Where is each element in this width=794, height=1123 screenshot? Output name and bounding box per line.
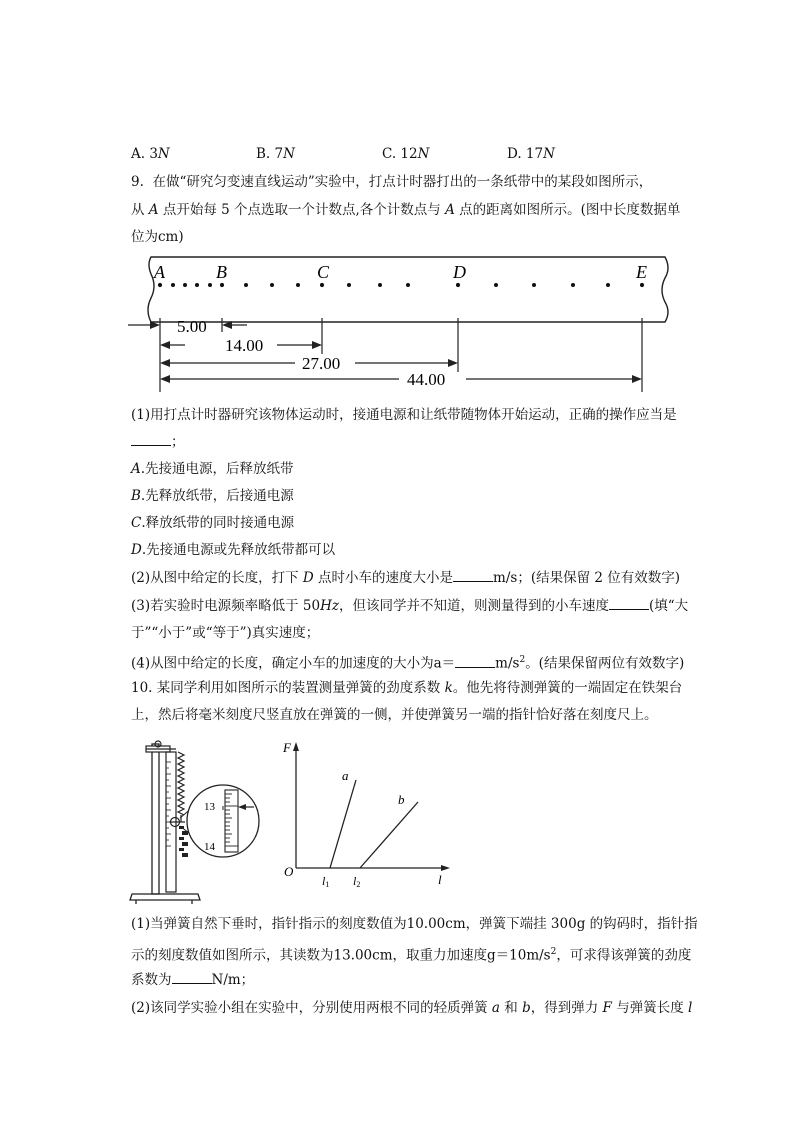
- tape-dot: [296, 283, 300, 287]
- q9-sub3-cont: 于”“小于”或“等于”)真实速度；: [131, 625, 320, 641]
- label-a: a: [342, 768, 349, 783]
- scale-label-13: 13: [204, 801, 215, 813]
- axis-label-l: l: [438, 872, 442, 887]
- tape-dot: [347, 283, 351, 287]
- distance-44: 44.00: [407, 370, 446, 389]
- tape-dot: [406, 283, 410, 287]
- tape-dot: [532, 283, 536, 287]
- answer-blank[interactable]: [131, 433, 171, 446]
- line-b: [360, 802, 418, 868]
- q9-intro-1: 9. 在做“研究匀变速直线运动”实验中，打点计时器打出的一条纸带中的某段如图所示，: [131, 174, 653, 190]
- answer-blank[interactable]: [453, 569, 493, 582]
- tape-dot: [571, 283, 575, 287]
- choice-a: A.先接通电源，后释放纸带: [131, 461, 294, 477]
- choice-c: C.释放纸带的同时接通电源: [131, 515, 295, 531]
- distance-14: 14.00: [225, 336, 264, 355]
- choice-b: B.先释放纸带，后接通电源: [131, 488, 294, 504]
- origin-label: O: [284, 864, 294, 879]
- tape-label-a: A: [154, 262, 165, 282]
- q9-sub2: (2)从图中给定的长度，打下 D 点时小车的速度大小是 m/s；(结果保留 2 位有效数字): [131, 570, 681, 586]
- tape-dot: [494, 283, 498, 287]
- q9-intro-2: 从 A 点开始每 5 个点选取一个计数点,各个计数点与 A 点的距离如图所示。(图中长度数据单: [131, 202, 681, 218]
- choice-d: D.先接通电源或先释放纸带都可以: [131, 542, 336, 558]
- option-c: C. 12N: [382, 146, 430, 162]
- q10-line2: 上，然后将毫米刻度尺竖直放在弹簧的一侧，并使弹簧另一端的指针恰好落在刻度尺上。: [131, 707, 658, 723]
- label-b: b: [398, 792, 405, 807]
- q10-sub2: (2)该同学实验小组在实验中，分别使用两根不同的轻质弹簧 a 和 b，得到弹力 F 与弹簧长度 l: [131, 1000, 693, 1016]
- axis-label-f: F: [283, 740, 291, 755]
- tape-dot: [456, 283, 460, 287]
- option-b: B. 7N: [256, 146, 295, 162]
- tape-label-b: B: [216, 262, 227, 282]
- q10-sub1-cont: 示的刻度数值如图所示，其读数为13.00cm，取重力加速度$g=10m/s^2$，可求得该弹簧的劲度: [131, 947, 692, 964]
- tape-dot: [208, 283, 212, 287]
- label-l1: l1: [322, 874, 330, 889]
- tape-dot: [378, 283, 382, 287]
- tape-dot: [183, 283, 187, 287]
- option-d: D. 17N: [507, 146, 555, 162]
- tape-dot: [171, 283, 175, 287]
- answer-blank[interactable]: [609, 597, 649, 610]
- answer-blank[interactable]: [455, 655, 495, 668]
- tape-dot: [195, 283, 199, 287]
- tape-label-e: E: [636, 262, 647, 282]
- tape-label-c: C: [317, 262, 330, 282]
- q9-sub3: (3)若实验时电源频率略低于 50Hz，但该同学并不知道，则测量得到的小车速度 (填“大: [131, 598, 689, 614]
- q9-sub1: (1)用打点计时器研究该物体运动时，接通电源和让纸带随物体开始运动，正确的操作应当是: [131, 407, 677, 423]
- label-l2: l2: [353, 874, 361, 889]
- tape-dot: [244, 283, 248, 287]
- tape-dot: [640, 283, 644, 287]
- q9-sub4: (4)从图中给定的长度，确定小车的加速度的大小为$a= m/s^2$。(结果保留两位有效数字): [131, 655, 685, 672]
- distance-27: 27.00: [302, 354, 341, 373]
- q10-sub1: (1)当弹簧自然下垂时，指针指示的刻度数值为10.00cm，弹簧下端挂 300g 的钩码时，指针指: [131, 916, 698, 932]
- q10-line1: 10. 某同学利用如图所示的装置测量弹簧的劲度系数 k。他先将待测弹簧的一端固定在铁架台: [131, 680, 683, 696]
- force-length-graph: [280, 740, 452, 892]
- q9-intro-3: 位为cm): [131, 229, 184, 245]
- tape-dot: [158, 283, 162, 287]
- answer-blank[interactable]: [172, 971, 212, 984]
- q10-sub1-answer: 系数为 N/m；: [131, 972, 255, 988]
- tape-dot: [220, 283, 224, 287]
- spring-apparatus-figure: [128, 738, 263, 904]
- paper-tape-figure: [125, 254, 685, 396]
- option-a: A. 3N: [131, 146, 170, 162]
- tape-dot: [270, 283, 274, 287]
- distance-5: 5.00: [177, 317, 207, 336]
- tape-dot: [320, 283, 324, 287]
- q9-sub1-blank: ；: [131, 433, 185, 451]
- scale-label-14: 14: [204, 841, 215, 853]
- line-a: [330, 780, 356, 868]
- tape-dot: [606, 283, 610, 287]
- tape-label-d: D: [453, 262, 466, 282]
